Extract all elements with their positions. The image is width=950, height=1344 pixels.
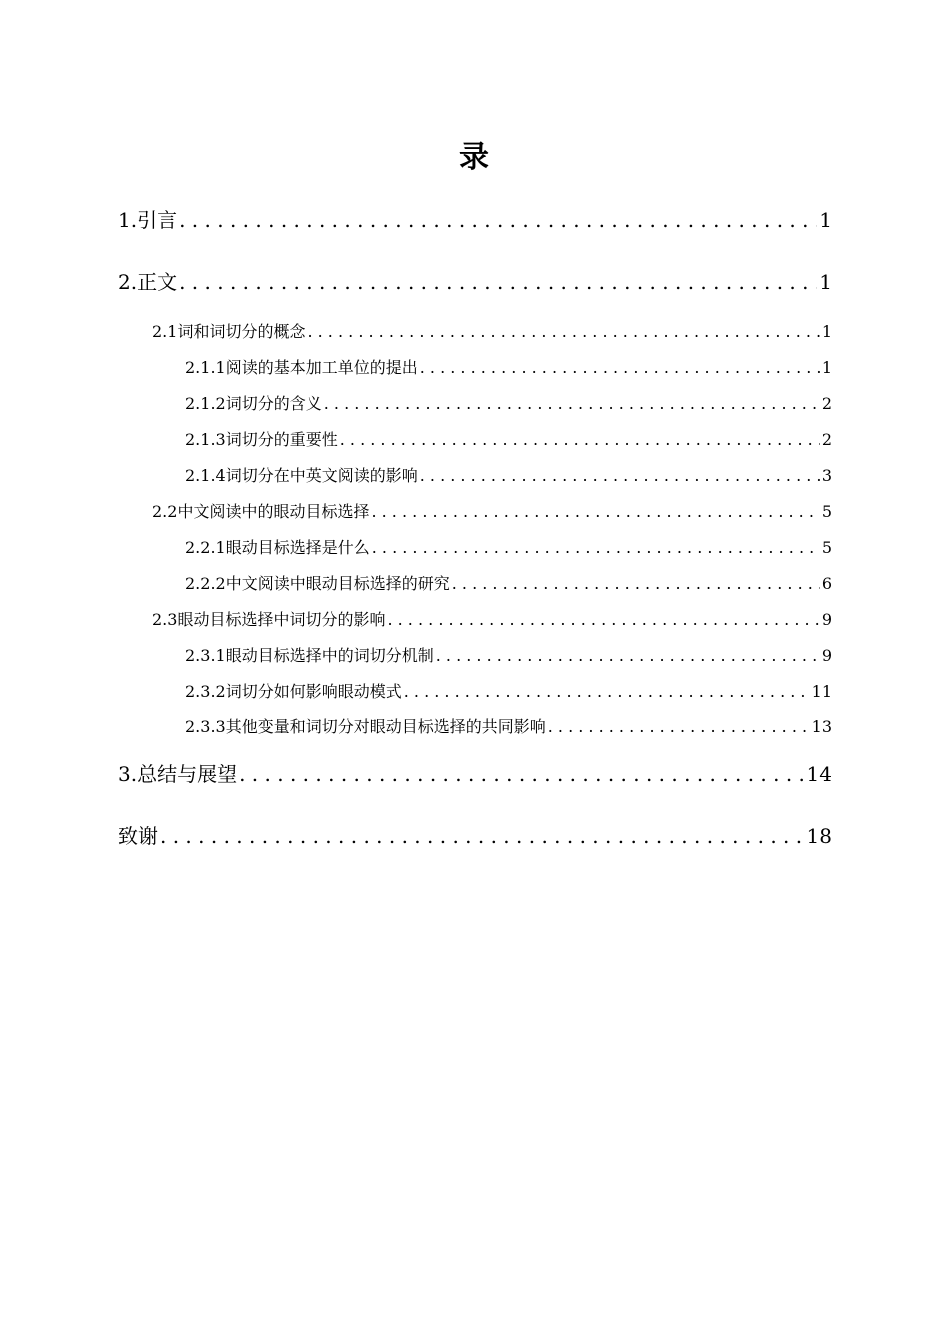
toc-leader-dots — [324, 394, 820, 413]
toc-entry-page: 1 — [821, 358, 832, 377]
toc-entry-page: 3 — [821, 466, 832, 485]
toc-leader-dots — [404, 682, 810, 701]
toc-entry-page: 13 — [811, 717, 832, 736]
toc-entry-page: 14 — [806, 762, 832, 786]
toc-leader-dots — [420, 466, 820, 485]
toc-entry[interactable] — [118, 204, 832, 233]
toc-entry[interactable] — [185, 427, 832, 450]
toc-entry[interactable] — [185, 679, 832, 702]
toc-entry-page: 11 — [811, 682, 832, 701]
toc-entry-page: 2 — [821, 430, 832, 449]
toc-entry-label: 2.3眼动目标选择中词切分的影响 — [152, 610, 386, 629]
toc-entry-page: 1 — [819, 270, 832, 294]
toc-entry[interactable] — [152, 319, 832, 342]
toc-leader-dots — [340, 430, 820, 449]
toc-leader-dots — [387, 610, 819, 629]
toc-entry-page: 18 — [806, 824, 832, 848]
toc-entry[interactable] — [185, 571, 832, 594]
toc-entry[interactable] — [185, 643, 832, 666]
toc-leader-dots — [372, 538, 820, 557]
toc-leader-dots — [436, 646, 820, 665]
toc-leader-dots — [420, 358, 820, 377]
toc-entry[interactable] — [118, 820, 832, 849]
toc-entry-label: 1.引言 — [118, 208, 178, 232]
toc-entry[interactable] — [185, 714, 832, 737]
toc-entry[interactable] — [185, 535, 832, 558]
toc-entry-label: 致谢 — [118, 824, 158, 848]
toc-entry-page: 5 — [821, 502, 832, 521]
toc-entry-page: 1 — [821, 322, 832, 341]
toc-entry-label: 2.3.1眼动目标选择中的词切分机制 — [185, 646, 434, 665]
toc-leader-dots — [179, 270, 817, 294]
toc-leader-dots — [548, 717, 810, 736]
toc-entry-label: 2.1.4词切分在中英文阅读的影响 — [185, 466, 418, 485]
toc-entry-label: 2.1.3词切分的重要性 — [185, 430, 338, 449]
toc-title: 录 — [459, 140, 491, 175]
toc-entry-label: 2.3.3其他变量和词切分对眼动目标选择的共同影响 — [185, 717, 546, 736]
toc-entry-page: 6 — [821, 574, 832, 593]
toc-entry-page: 9 — [821, 646, 832, 665]
toc-entry[interactable] — [118, 758, 832, 787]
toc-entry[interactable] — [152, 607, 832, 630]
toc-leader-dots — [239, 762, 804, 786]
toc-entry-label: 2.正文 — [118, 270, 178, 294]
toc-entry[interactable] — [185, 355, 832, 378]
toc-leader-dots — [371, 502, 819, 521]
toc-entry-page: 9 — [821, 610, 832, 629]
toc-entry-label: 2.2中文阅读中的眼动目标选择 — [152, 502, 370, 521]
toc-entry-label: 2.2.2中文阅读中眼动目标选择的研究 — [185, 574, 450, 593]
toc-entry-label: 3.总结与展望 — [118, 762, 238, 786]
toc-entry[interactable] — [185, 391, 832, 414]
toc-entry[interactable] — [185, 463, 832, 486]
toc-entry-label: 2.1词和词切分的概念 — [152, 322, 306, 341]
toc-entry-label: 2.1.1阅读的基本加工单位的提出 — [185, 358, 418, 377]
toc-leader-dots — [307, 322, 819, 341]
toc-leader-dots — [160, 824, 805, 848]
toc-entry-page: 1 — [819, 208, 832, 232]
toc-leader-dots — [179, 208, 817, 232]
toc-entry[interactable] — [118, 266, 832, 295]
toc-entry-label: 2.3.2词切分如何影响眼动模式 — [185, 682, 402, 701]
toc-entry-page: 2 — [821, 394, 832, 413]
toc-entry-label: 2.1.2词切分的含义 — [185, 394, 322, 413]
toc-entry-page: 5 — [821, 538, 832, 557]
toc-leader-dots — [452, 574, 820, 593]
toc-entry[interactable] — [152, 499, 832, 522]
toc-entry-label: 2.2.1眼动目标选择是什么 — [185, 538, 370, 557]
